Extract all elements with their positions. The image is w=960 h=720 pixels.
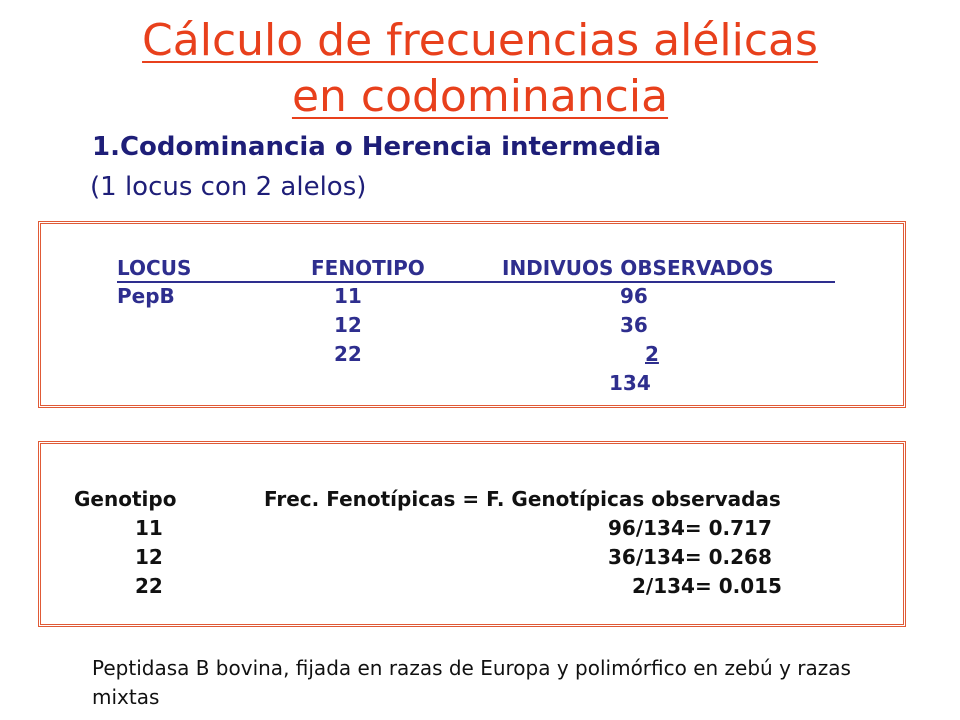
- genotipo-cell: 12: [135, 545, 163, 569]
- frecuencia-cell: 2/134= 0.015: [632, 574, 782, 598]
- header-locus: LOCUS: [117, 256, 192, 280]
- header-genotipo: Genotipo: [74, 487, 177, 511]
- observados-cell: 96: [620, 284, 648, 308]
- observados-cell: 36: [620, 313, 648, 337]
- fenotipo-cell: 12: [334, 313, 362, 337]
- slide-title-line-2: en codominancia: [291, 71, 669, 122]
- header-frecuencias: Frec. Fenotípicas = F. Genotípicas observadas: [264, 487, 781, 511]
- genotipo-cell: 11: [135, 516, 163, 540]
- footnote: Peptidasa B bovina, fijada en razas de Europa y polimórfico en zebú y razas mixtas: [92, 656, 851, 709]
- locus-name: PepB: [117, 284, 175, 308]
- section-heading: 1.Codominancia o Herencia intermedia: [92, 132, 662, 162]
- fenotipo-cell: 11: [334, 284, 362, 308]
- fenotipo-cell: 22: [334, 342, 362, 366]
- header-underline: [117, 281, 835, 283]
- section-subnote: (1 locus con 2 alelos): [90, 172, 367, 202]
- header-fenotipo: FENOTIPO: [311, 256, 425, 280]
- observados-total: 134: [609, 371, 651, 395]
- frecuencia-cell: 36/134= 0.268: [608, 545, 772, 569]
- header-observados: INDIVUOS OBSERVADOS: [502, 256, 774, 280]
- frecuencia-cell: 96/134= 0.717: [608, 516, 772, 540]
- observed-individuals-table: [38, 221, 906, 408]
- genotipo-cell: 22: [135, 574, 163, 598]
- observados-cell: 2: [645, 342, 659, 366]
- frequency-table: [38, 441, 906, 627]
- slide-title-line-1: Cálculo de frecuencias alélicas: [142, 15, 818, 66]
